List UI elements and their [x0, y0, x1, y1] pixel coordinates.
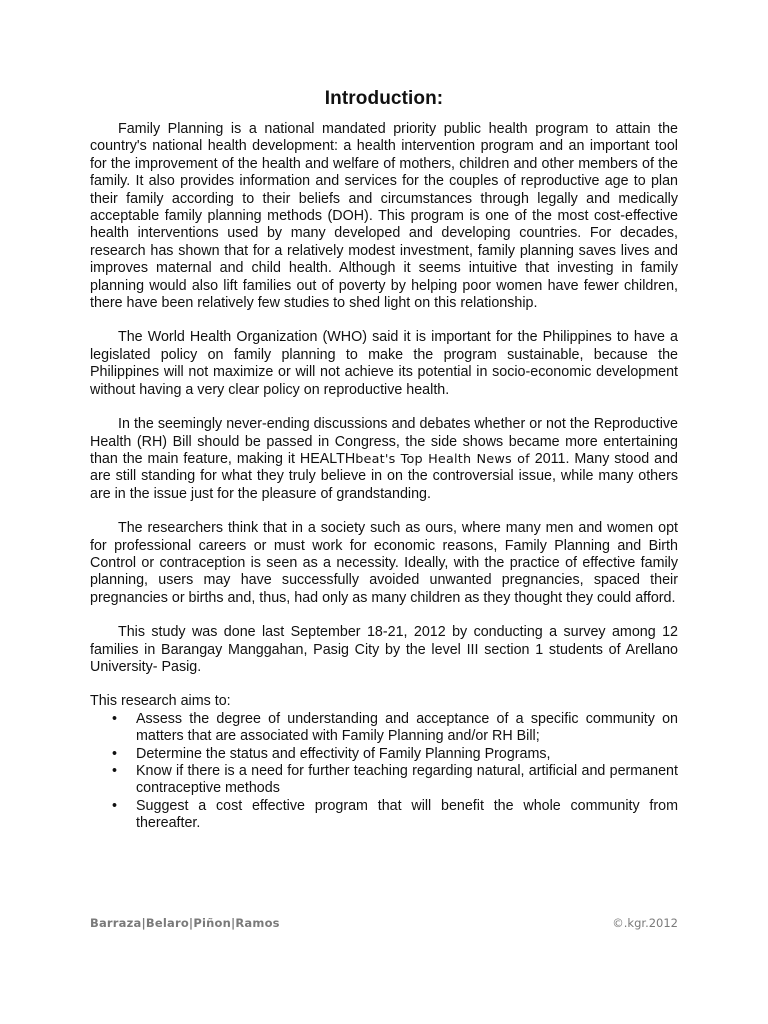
paragraph-researchers: The researchers think that in a society such as ours, where many men and women opt for professional careers or must work for economic reasons, Family Planning and Birth Control or contraception is seen as a necessity. Ideally, with the practice of effective family planning, users may have successfully avoided unwanted pregnancies, spaced their pregnancies or births and, thus, had only as many children as they thought they could afford.	[90, 520, 678, 606]
paragraph-rh-bill-healthbeat: beat's Top Health News of	[355, 451, 530, 467]
aim-text: Know if there is a need for further teaching regarding natural, artificial and permanent contraceptive methods	[136, 763, 678, 797]
page-title: Introduction:	[324, 88, 444, 109]
aim-text: Suggest a cost effective program that will benefit the whole community from thereafter.	[136, 797, 678, 832]
document-page	[90, 88, 678, 833]
list-item	[90, 711, 678, 746]
footer-authors: Barraza|Belaro|Piñon|Ramos	[90, 916, 280, 930]
list-item	[90, 746, 678, 763]
bullet-icon: •	[112, 710, 118, 727]
aims-list	[90, 711, 678, 833]
bullet-icon: •	[112, 763, 118, 779]
paragraph-rh-bill-part1: In the seemingly never-ending discussions and debates whether or not the Reproductive Health (RH) Bill should be passed in Congress, the side shows became more entertaining than the main feature, making it HEALTH	[90, 416, 678, 467]
footer-copyright: ©.kgr.2012	[612, 916, 678, 930]
paragraph-rh-bill-part2: 2011. Many stood and are still standing for what they truly believe in on the controversial issue, while many others are in the issue just for the pleasure of grandstanding.	[90, 450, 678, 502]
bullet-icon: •	[112, 745, 118, 762]
paragraph-family-planning: Family Planning is a national mandated priority public health program to attain the country's national health development: a health intervention program and an important tool for the improvement of the health and welfare of mothers, children and other members of the family. It also provides information and services for the couples of reproductive age to plan their family according to their beliefs and circumstances through legally and medically acceptable family planning methods (DOH). This program is one of the most cost-effective health interventions used by many developed and developing countries. For decades, research has shown that for a relatively modest investment, family planning saves lives and improves maternal and child health. Although it seems intuitive that investing in family planning would also lift families out of poverty by helping poor women have fewer children, there have been relatively few studies to shed light on this relationship.	[90, 121, 678, 312]
bullet-icon: •	[112, 797, 118, 814]
list-item	[90, 798, 678, 833]
paragraph-study: This study was done last September 18-21, 2012 by conducting a survey among 12 families in Barangay Manggahan, Pasig City by the level III section 1 students of Arellano University- Pasig.	[90, 624, 678, 675]
paragraph-rh-bill	[90, 416, 678, 503]
list-item	[90, 763, 678, 798]
aims-heading: This research aims to:	[90, 693, 231, 710]
paragraph-who: The World Health Organization (WHO) said it is important for the Philippines to have a legislated policy on family planning to make the program sustainable, because the Philippines will not maximize or will not achieve its potential in socio-economic development without having a very clear policy on reproductive health.	[90, 329, 678, 398]
aim-text: Determine the status and effectivity of Family Planning Programs,	[136, 745, 551, 762]
aim-text: Assess the degree of understanding and acceptance of a specific community on matters that are associated with Family Planning and/or RH Bill;	[136, 710, 678, 745]
